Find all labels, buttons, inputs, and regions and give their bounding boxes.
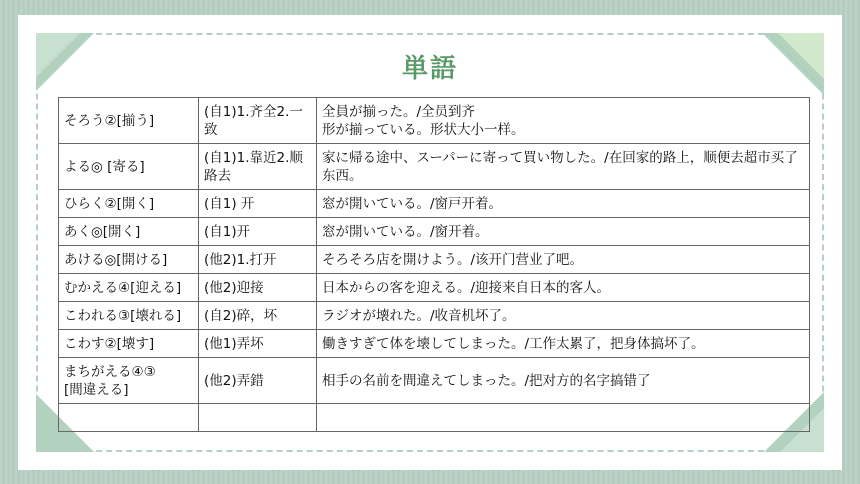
type-meaning-cell: (自1)1.齐全2.一致: [199, 98, 317, 144]
example-cell: 全員が揃った。/全员到齐 形が揃っている。形状大小一样。: [317, 98, 810, 144]
example-cell: 日本からの客を迎える。/迎接来自日本的客人。: [317, 274, 810, 302]
word-cell: よる◎ [寄る]: [59, 144, 199, 190]
word-cell: そろう②[揃う]: [59, 98, 199, 144]
table-row: [59, 358, 810, 404]
example-cell: そろそろ店を開けよう。/该开门营业了吧。: [317, 246, 810, 274]
type-meaning-cell: (他2)1.打开: [199, 246, 317, 274]
table-row: [59, 144, 810, 190]
table-row: [59, 330, 810, 358]
table-row: [59, 302, 810, 330]
type-meaning-cell: (自1) 开: [199, 190, 317, 218]
example-cell: 窓が開いている。/窗戸开着。: [317, 190, 810, 218]
example-cell: 相手の名前を間違えてしまった。/把对方的名字搞错了: [317, 358, 810, 404]
type-meaning-cell: [199, 404, 317, 432]
word-cell: あける◎[開ける]: [59, 246, 199, 274]
page-title: 単語: [401, 54, 458, 84]
word-cell: むかえる④[迎える]: [59, 274, 199, 302]
type-meaning-cell: (自1)开: [199, 218, 317, 246]
table-row: [59, 274, 810, 302]
example-cell: [317, 404, 810, 432]
type-meaning-cell: (他2)弄錯: [199, 358, 317, 404]
table-row: [59, 190, 810, 218]
example-cell: 家に帰る途中、スーパーに寄って買い物した。/在回家的路上，顺便去超市买了东西。: [317, 144, 810, 190]
example-cell: 働きすぎて体を壊してしまった。/工作太累了，把身体搞坏了。: [317, 330, 810, 358]
example-cell: 窓が開いている。/窗开着。: [317, 218, 810, 246]
vocabulary-table: [58, 97, 810, 432]
word-cell: ひらく②[開く]: [59, 190, 199, 218]
word-cell: まちがえる④③ [間違える]: [59, 358, 199, 404]
type-meaning-cell: (自1)1.靠近2.顺路去: [199, 144, 317, 190]
word-cell: あく◎[開く]: [59, 218, 199, 246]
type-meaning-cell: (自2)碎，坏: [199, 302, 317, 330]
word-cell: こわれる③[壊れる]: [59, 302, 199, 330]
table-row: [59, 246, 810, 274]
word-cell: [59, 404, 199, 432]
example-cell: ラジオが壊れた。/收音机坏了。: [317, 302, 810, 330]
type-meaning-cell: (他1)弄坏: [199, 330, 317, 358]
word-cell: こわす②[壊す]: [59, 330, 199, 358]
table-row: [59, 98, 810, 144]
type-meaning-cell: (他2)迎接: [199, 274, 317, 302]
table-row-empty: [59, 404, 810, 432]
table-row: [59, 218, 810, 246]
